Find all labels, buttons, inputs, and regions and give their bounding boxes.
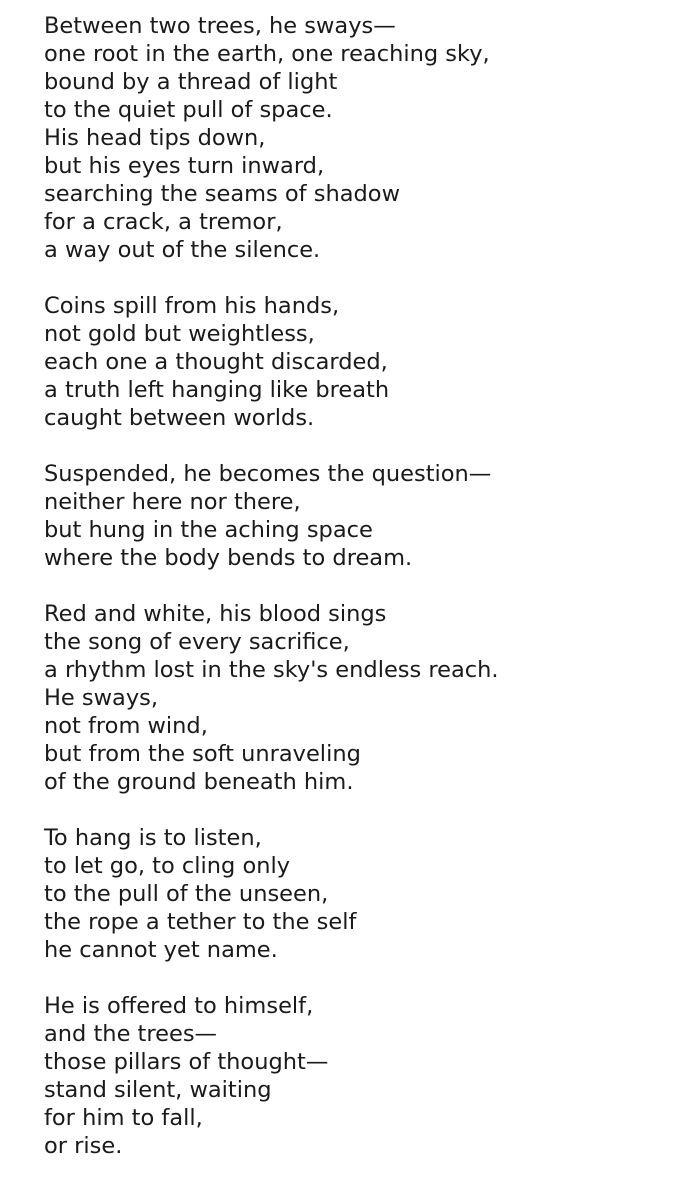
poem-line: searching the seams of shadow [44, 181, 400, 207]
poem-line: but his eyes turn inward, [44, 153, 325, 179]
poem-line: he cannot yet name. [44, 937, 278, 963]
poem-line: each one a thought discarded, [44, 349, 388, 375]
stanza-2 [44, 292, 499, 432]
stanza-6 [44, 992, 499, 1160]
poem-line: of the ground beneath him. [44, 769, 354, 795]
poem-line: Suspended, he becomes the question— [44, 461, 492, 487]
poem-line: but from the soft unraveling [44, 741, 361, 767]
poem-line: those pillars of thought— [44, 1049, 329, 1075]
poem-line: caught between worlds. [44, 405, 315, 431]
poem-line: He is offered to himself, [44, 993, 314, 1019]
poem-line: or rise. [44, 1133, 123, 1159]
poem-line: His head tips down, [44, 125, 266, 151]
poem-line: where the body bends to dream. [44, 545, 413, 571]
poem-line: one root in the earth, one reaching sky, [44, 41, 490, 67]
poem-line: a way out of the silence. [44, 237, 321, 263]
poem-line: neither here nor there, [44, 489, 301, 515]
poem-line: not from wind, [44, 713, 208, 739]
poem-line: To hang is to listen, [44, 825, 262, 851]
poem-line: Coins spill from his hands, [44, 293, 340, 319]
stanza-3 [44, 460, 499, 572]
stanza-4 [44, 600, 499, 796]
poem-line: the song of every sacrifice, [44, 629, 350, 655]
poem-line: He sways, [44, 685, 159, 711]
poem-line: for a crack, a tremor, [44, 209, 283, 235]
stanza-1 [44, 12, 499, 264]
stanza-5 [44, 824, 499, 964]
poem-line: bound by a thread of light [44, 69, 338, 95]
poem-line: stand silent, waiting [44, 1077, 272, 1103]
poem-line: to the quiet pull of space. [44, 97, 333, 123]
poem-line: Red and white, his blood sings [44, 601, 387, 627]
poem-line: but hung in the aching space [44, 517, 373, 543]
poem-line: not gold but weightless, [44, 321, 315, 347]
poem-line: for him to fall, [44, 1105, 203, 1131]
poem-line: Between two trees, he sways— [44, 13, 396, 39]
poem-line: to the pull of the unseen, [44, 881, 329, 907]
poem-line: to let go, to cling only [44, 853, 291, 879]
poem-body [44, 12, 499, 1188]
poem-line: a rhythm lost in the sky's endless reach. [44, 657, 499, 683]
poem-line: a truth left hanging like breath [44, 377, 390, 403]
poem-line: the rope a tether to the self [44, 909, 357, 935]
poem-line: and the trees— [44, 1021, 218, 1047]
